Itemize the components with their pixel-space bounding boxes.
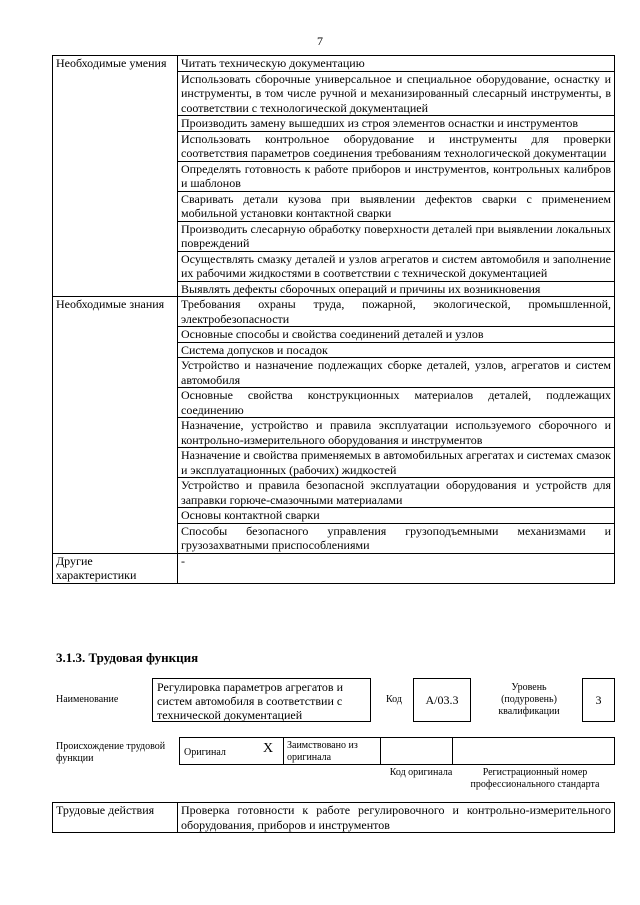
knowledge-item: Система допусков и посадок	[178, 342, 615, 358]
level-value: 3	[582, 678, 615, 722]
skills-item: Производить слесарную обработку поверхности деталей при выявлении локальных повреждений	[178, 221, 615, 251]
code-label: Код	[386, 694, 402, 705]
knowledge-item: Назначение и свойства применяемых в автомобильных агрегатах и системах смазок и эксплуатационных (рабочих) жидкостей	[178, 448, 615, 478]
table-row	[53, 297, 615, 327]
other-value: -	[178, 553, 615, 583]
knowledge-item: Требования охраны труда, пожарной, экологической, промышленной, электробезопасности	[178, 297, 615, 327]
skills-item: Осуществлять смазку деталей и узлов агрегатов и систем автомобиля и заполнение их рабочими жидкостями в соответствии с технической документацией	[178, 251, 615, 281]
skills-label: Необходимые умения	[53, 56, 178, 297]
level-label: Уровень (подуровень) квалификации	[498, 682, 560, 717]
skills-item: Определять готовность к работе приборов и инструментов, контрольных калибров и шаблонов	[178, 161, 615, 191]
skills-item: Использовать сборочные универсальное и специальное оборудование, оснастку и инструменты, в том числе ручной и механизированный слесарный инструменты, в соответствии с технологической документацией	[178, 71, 615, 116]
skills-item: Читать техническую документацию	[178, 56, 615, 72]
action-item: Проверка готовности к работе регулировочного и контрольно-измерительного оборудования, приборов и инструментов	[178, 803, 615, 833]
other-label: Другие характеристики	[53, 553, 178, 583]
origin-label: Происхождение трудовой функции	[56, 741, 166, 764]
code-caption: Код оригинала	[389, 767, 453, 778]
actions-label: Трудовые действия	[53, 803, 178, 833]
function-code: A/03.3	[413, 678, 471, 722]
origin-table	[179, 737, 615, 765]
original-label: Оригинал	[184, 747, 226, 758]
knowledge-item: Способы безопасного управления грузоподъемными механизмами и грузозахватными приспособлениями	[178, 523, 615, 553]
page-number: 7	[317, 34, 323, 48]
table-row	[53, 553, 615, 583]
table-row	[53, 56, 615, 72]
borrowed-label: Заимствовано из оригинала	[287, 740, 358, 763]
actions-table	[52, 802, 615, 833]
knowledge-item: Основные способы и свойства соединений деталей и узлов	[178, 327, 615, 343]
skills-item: Выявлять дефекты сборочных операций и причины их возникновения	[178, 281, 615, 297]
section-title: 3.1.3. Трудовая функция	[56, 650, 199, 665]
skills-item: Сваривать детали кузова при выявлении дефектов сварки с применением мобильной установки контактной сварки	[178, 191, 615, 221]
function-name: Регулировка параметров агрегатов и систем автомобиля в соответствии с технической документацией	[152, 678, 371, 722]
skills-item: Производить замену вышедших из строя элементов оснастки и инструментов	[178, 116, 615, 132]
knowledge-item: Устройство и назначение подлежащих сборке деталей, узлов, агрегатов и систем автомобиля	[178, 358, 615, 388]
requirements-table	[52, 55, 615, 584]
original-mark: X	[263, 741, 274, 756]
knowledge-item: Устройство и правила безопасной эксплуатации оборудования и устройств для заправки горюче-смазочными материалами	[178, 478, 615, 508]
reg-caption: Регистрационный номер профессионального стандарта	[470, 767, 600, 790]
knowledge-item: Основные свойства конструкционных материалов деталей, подлежащих соединению	[178, 388, 615, 418]
knowledge-label: Необходимые знания	[53, 297, 178, 554]
knowledge-item: Основы контактной сварки	[178, 508, 615, 524]
knowledge-item: Назначение, устройство и правила эксплуатации используемого сборочного и контрольно-измерительного оборудования и инструментов	[178, 418, 615, 448]
name-label: Наименование	[56, 694, 119, 705]
skills-item: Использовать контрольное оборудование и инструменты для проверки соответствия параметров соединения требованиям технологической документации	[178, 131, 615, 161]
